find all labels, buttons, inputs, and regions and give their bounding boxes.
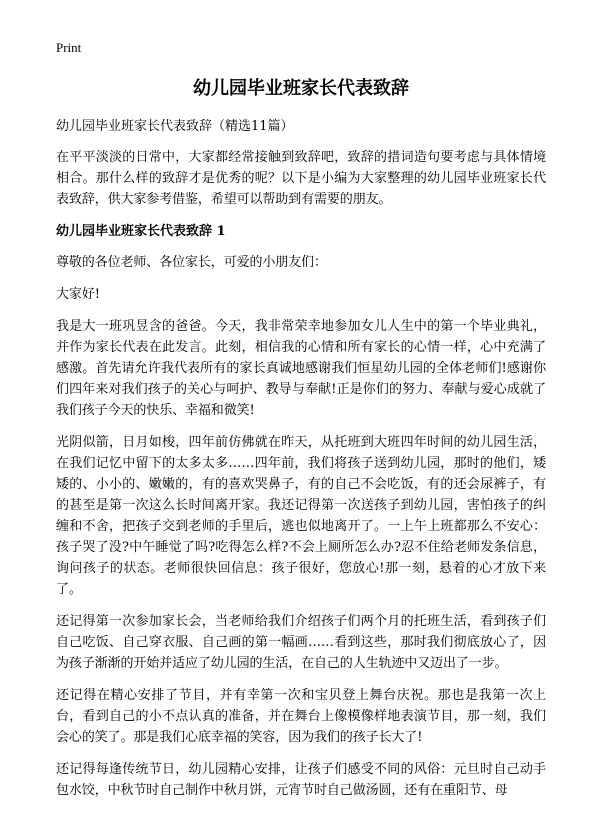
- page-title: 幼儿园毕业班家长代表致辞: [193, 78, 409, 99]
- body-paragraph: 我是大一班巩昱含的爸爸。今天，我非常荣幸地参加女儿人生中的第一个毕业典礼，并作为家长代表在此发言。此刻，相信我的心情和所有家长的心情一样，心中充满了感激。首先请允许我代表所有的家长真诚地感谢我们恒星幼儿园的全体老师们!感谢你们四年来对我们孩子的关心与呵护、教导与奉献!正是你们的努力、奉献与爱心成就了我们孩子今天的快乐、幸福和微笑!: [56, 319, 546, 418]
- body-paragraph: 还记得第一次参加家长会，当老师给我们介绍孩子们两个月的托班生活，看到孩子们自己吃饭、自己穿衣服、自己画的第一幅画……看到这些，那时我们彻底放心了，因为孩子渐渐的开始并适应了幼儿园的生活，在自己的人生轨迹中又迈出了一步。: [56, 614, 546, 671]
- greeting-paragraph: 尊敬的各位老师、各位家长，可爱的小朋友们：: [56, 255, 327, 270]
- body-paragraph: 光阴似箭，日月如梭，四年前仿佛就在昨天，从托班到大班四年时间的幼儿园生活，在我们记忆中留下的太多太多……四年前，我们将孩子送到幼儿园，那时的他们，矮矮的、小小的、嫩嫩的，有的喜欢哭鼻子，有的自己不会吃饭，有的还会尿裤子，有的甚至是第一次这么长时间离开家。我还记得第一次送孩子到幼儿园，害怕孩子的纠缠和不舍，把孩子交到老师的手里后，逃也似地离开了。一上午上班都那么不安心：孩子哭了没?中午睡觉了吗?吃得怎么样?不会上厕所怎么办?忍不住给老师发条信息，询问孩子的状态。老师很快回信息：孩子很好，您放心!那一刻，悬着的心才放下来了。: [56, 435, 546, 597]
- body-paragraph: 还记得每逢传统节日，幼儿园精心安排，让孩子们感受不同的风俗：元旦时自己动手包水饺，中秋节时自己制作中秋月饼，元宵节时自己做汤圆，还有在重阳节、母: [56, 762, 546, 798]
- hello-paragraph: 大家好!: [56, 287, 100, 302]
- print-link[interactable]: Print: [56, 40, 82, 55]
- intro-paragraph: 在平平淡淡的日常中，大家都经常接触到致辞吧，致辞的措词造句要考虑与具体情境相合。那什么样的致辞才是优秀的呢？以下是小编为大家整理的幼儿园毕业班家长代表致辞，供大家参考借鉴，希望可以帮助到有需要的朋友。: [56, 150, 546, 207]
- body-paragraph: 还记得在精心安排了节目，并有幸第一次和宝贝登上舞台庆祝。那也是我第一次上台，看到自己的小不点认真的准备，并在舞台上像模像样地表演节目，那一刻，我们会心的笑了。那是我们心底幸福的笑容，因为我们的孩子长大了!: [56, 688, 546, 745]
- document-subtitle: 幼儿园毕业班家长代表致辞（精选11篇）: [56, 119, 294, 134]
- section-heading: 幼儿园毕业班家长代表致辞 1: [56, 224, 226, 239]
